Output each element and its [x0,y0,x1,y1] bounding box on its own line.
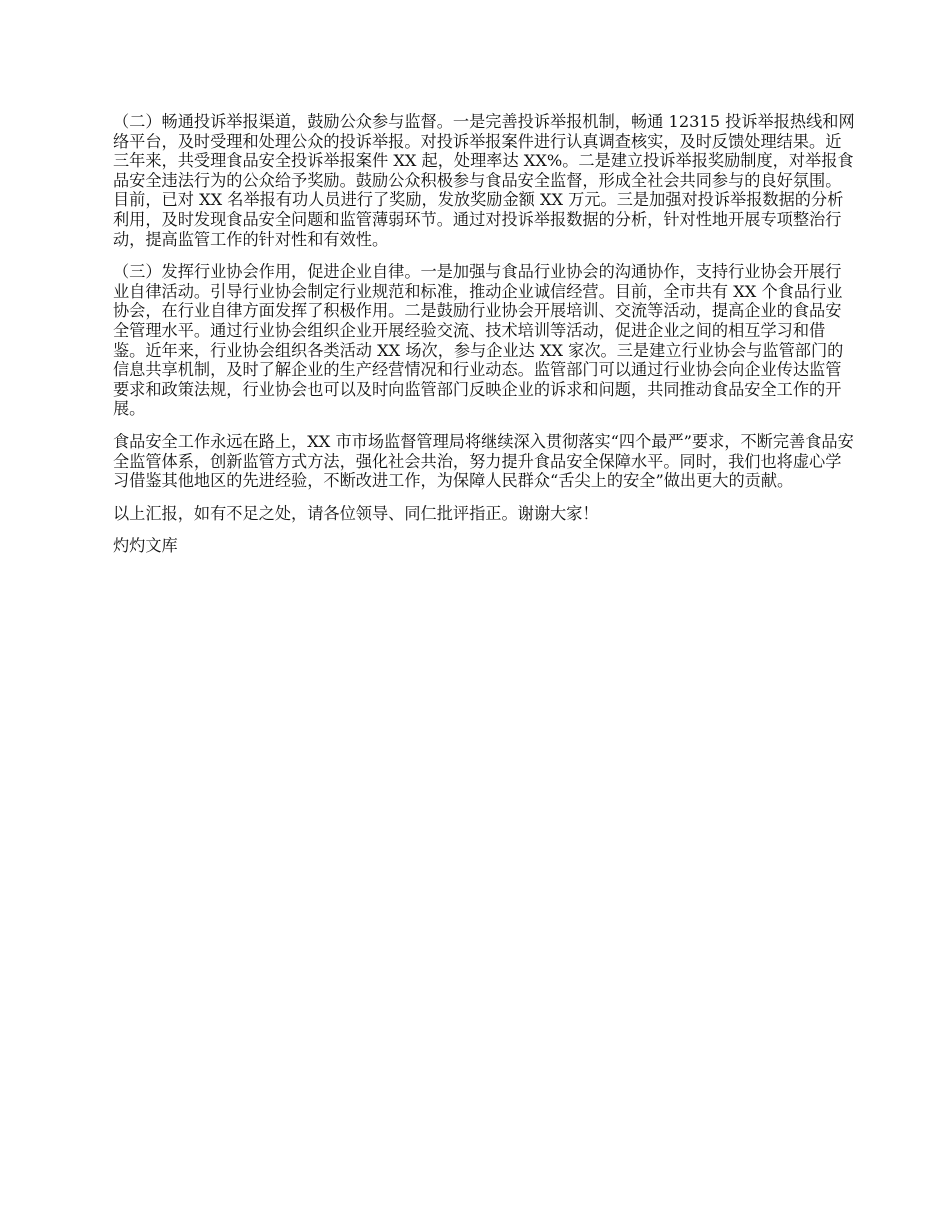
paragraph-industry-associations: （三）发挥行业协会作用，促进企业自律。一是加强与食品行业协会的沟通协作，支持行业协会开展行业自律活动。引导行业协会制定行业规范和标准，推动企业诚信经营。目前，全市共有 XX 个食品行业协会，在行业自律方面发挥了积极作用。二是鼓励行业协会开展培训、交流等活动，提高企业的食品安全管理水平。通过行业协会组织企业开展经验交流、技术培训等活动，促进企业之间的相互学习和借鉴。近年来，行业协会组织各类活动 XX 场次，参与企业达 XX 家次。三是建立行业协会与监管部门的信息共享机制，及时了解企业的生产经营情况和行业动态。监管部门可以通过行业协会向企业传达监管要求和政策法规，行业协会也可以及时向监管部门反映企业的诉求和问题，共同推动食品安全工作的开展。 [113,262,844,419]
document-page [113,112,855,569]
paragraph-complaint-channels: （二）畅通投诉举报渠道，鼓励公众参与监督。一是完善投诉举报机制，畅通 12315 投诉举报热线和网络平台，及时受理和处理公众的投诉举报。对投诉举报案件进行认真调查核实，及时反馈处理结果。近三年来，共受理食品安全投诉举报案件 XX 起，处理率达 XX%。二是建立投诉举报奖励制度，对举报食品安全违法行为的公众给予奖励。鼓励公众积极参与食品安全监督，形成全社会共同参与的良好氛围。目前，已对 XX 名举报有功人员进行了奖励，发放奖励金额 XX 万元。三是加强对投诉举报数据的分析利用，及时发现食品安全问题和监管薄弱环节。通过对投诉举报数据的分析，针对性地开展专项整治行动，提高监管工作的针对性和有效性。 [113,112,855,249]
source-label: 灼灼文库 [113,536,178,556]
paragraph-conclusion: 食品安全工作永远在路上，XX 市市场监督管理局将继续深入贯彻落实“四个最严”要求，不断完善食品安全监管体系，创新监管方式方法，强化社会共治，努力提升食品安全保障水平。同时，我们也将虚心学习借鉴其他地区的先进经验，不断改进工作，为保障人民群众“舌尖上的安全”做出更大的贡献。 [113,431,854,491]
paragraph-closing-remarks: 以上汇报，如有不足之处，请各位领导、同仁批评指正。谢谢大家！ [113,503,599,523]
